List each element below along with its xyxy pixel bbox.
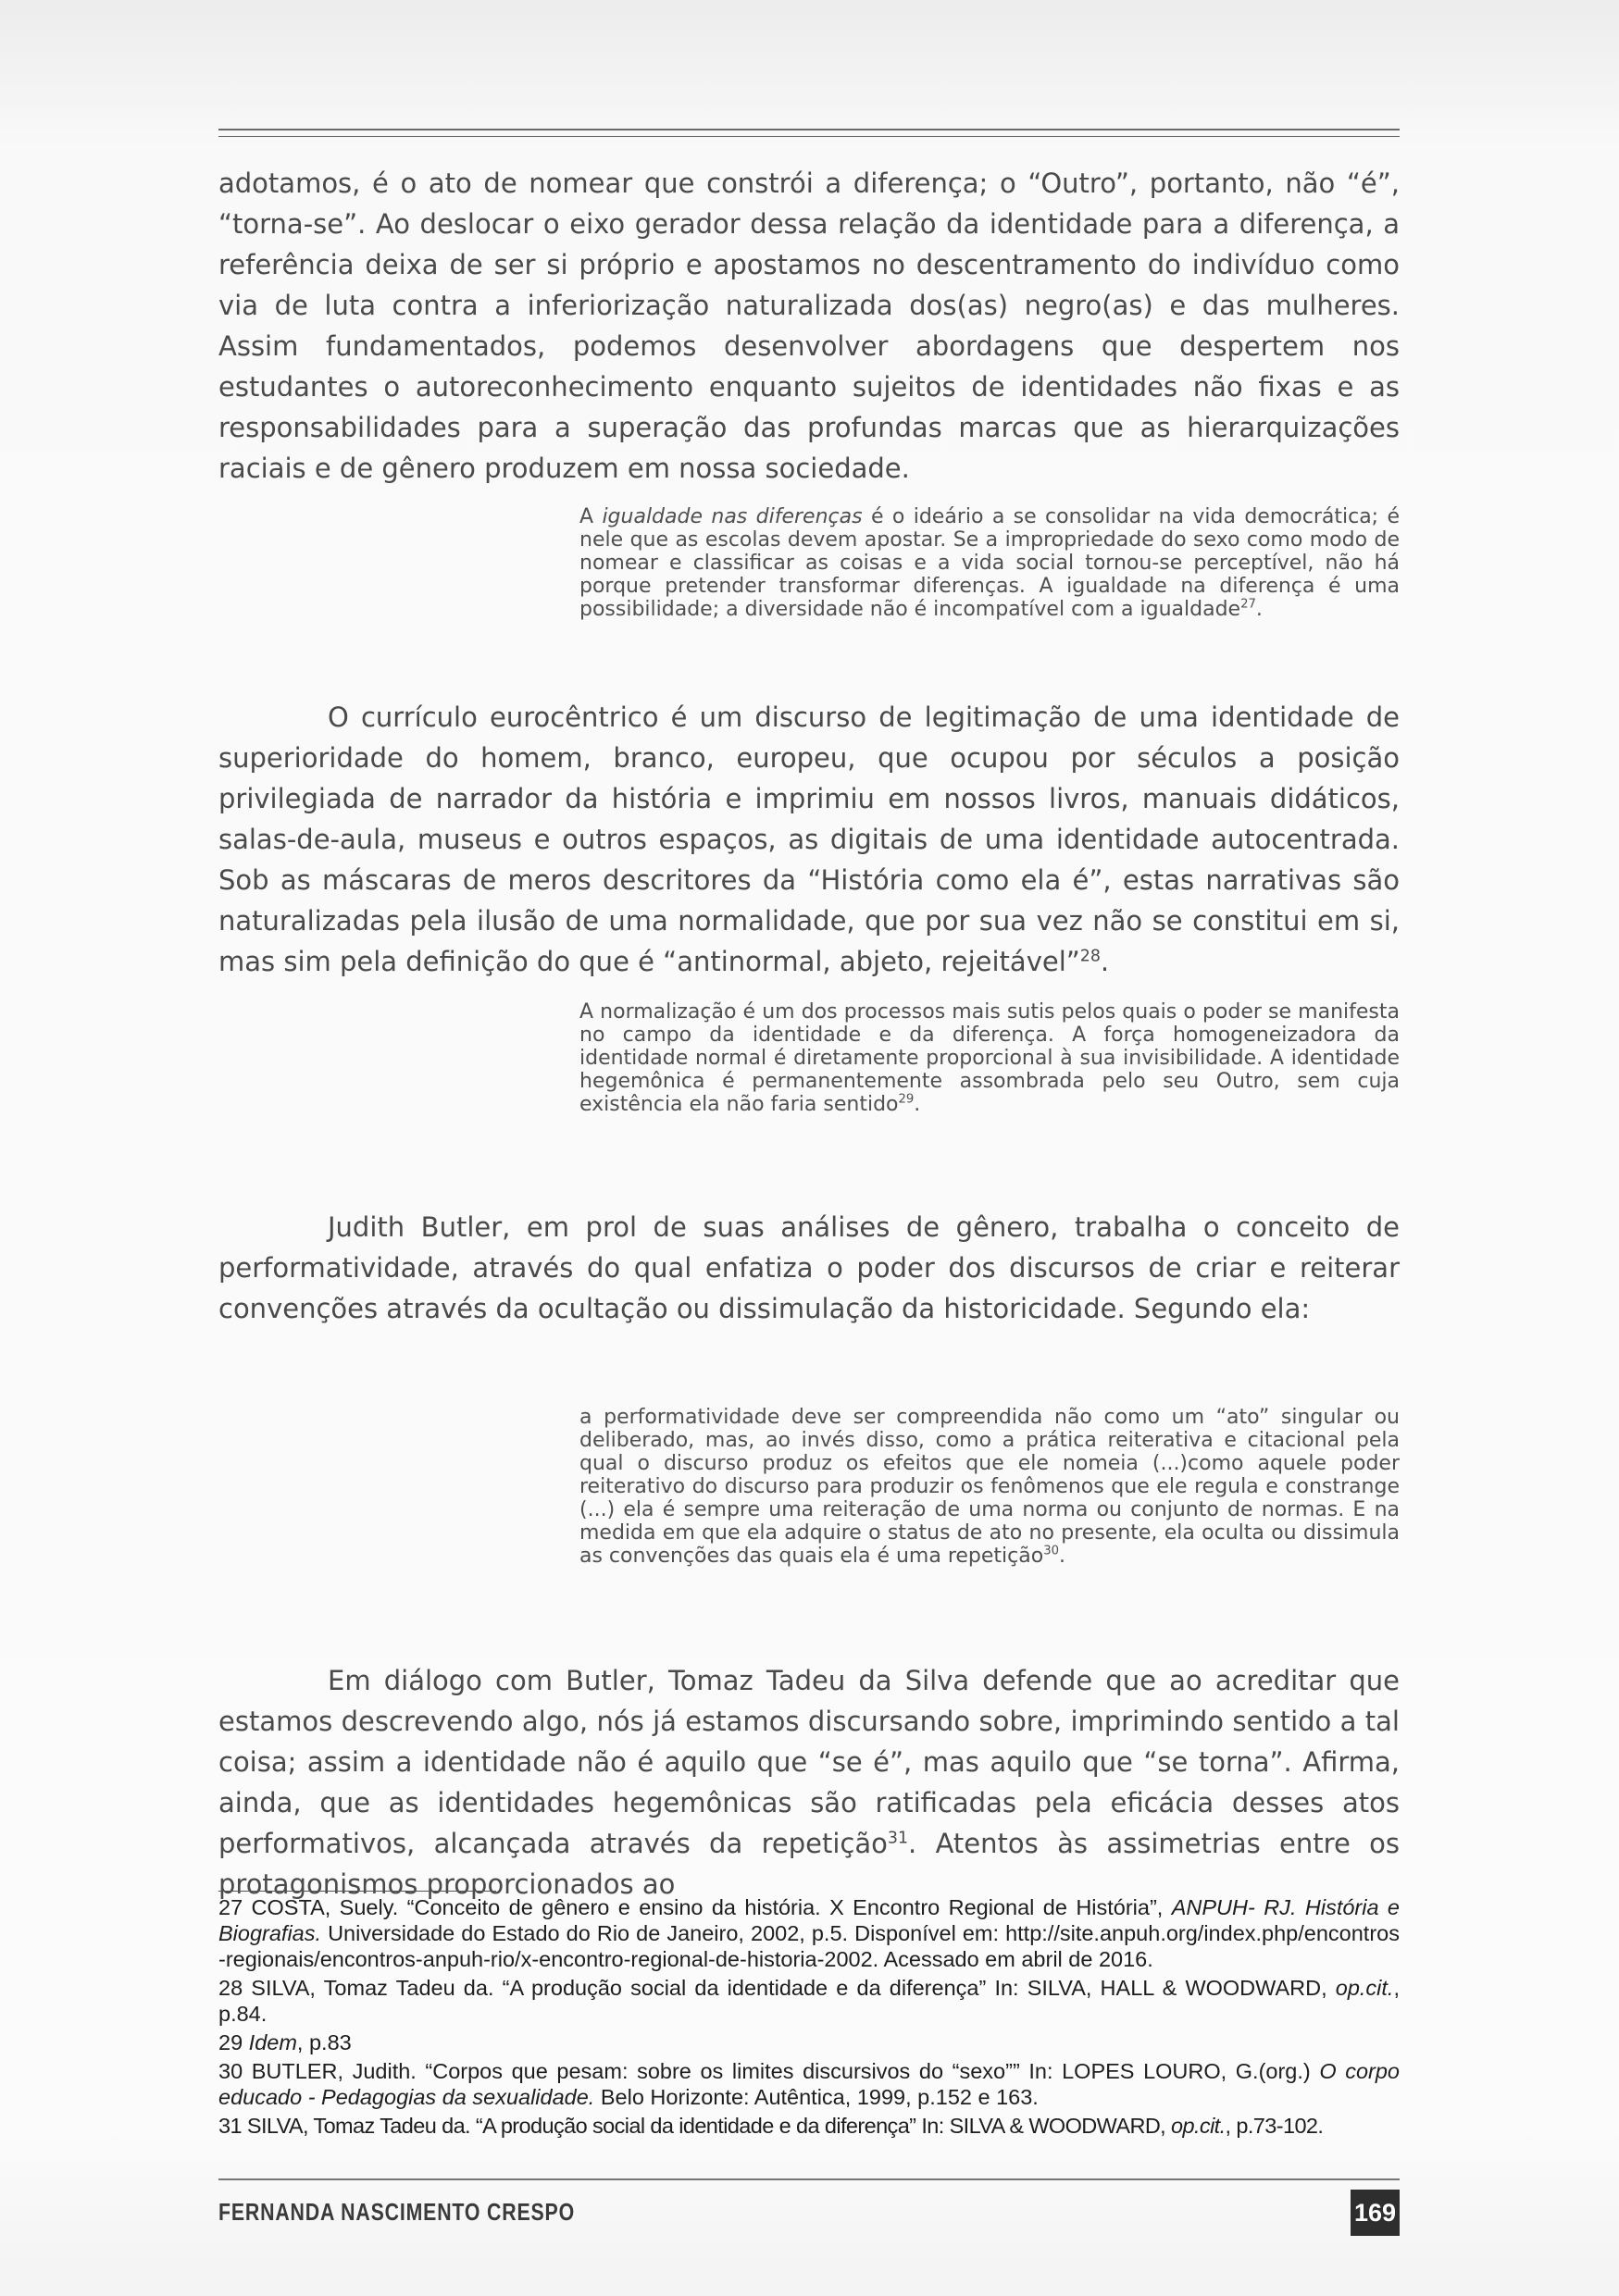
footnote-31: 31 SILVA, Tomaz Tadeu da. “A produção social da identidade e da diferença” In: SILVA & WOODWARD, op.cit., p.73-102. (218, 2114, 1324, 2138)
footnote-30: 30 BUTLER, Judith. “Corpos que pesam: sobre os limites discursivos do “sexo”” In: LOPES LOURO, G.(org.) O corpo educado - Pedagogias da sexualidade. Belo Horizonte: Autêntica, 1999, p.152 e 163. (218, 2059, 1400, 2109)
footnote-separator (218, 1891, 496, 1892)
footnote-ref-29[interactable]: 29 (898, 1092, 915, 1107)
paragraph-1: adotamos, é o ato de nomear que constrói a diferença; o “Outro”, portanto, não “é”, “torna-se”. Ao deslocar o eixo gerador dessa relação da identidade para a diferença, a referência deixa de ser si próprio e apostamos no descentramento do indivíduo como via de luta contra a inferiorização naturalizada dos(as) negro(as) e das mulheres. Assim fundamentados, podemos desenvolver abordagens que despertem nos estudantes o autoreconhecimento enquanto sujeitos de identidades não fixas e as responsabilidades para a superação das profundas marcas que as hierarquizações raciais e de gênero produzem em nossa sociedade. (218, 168, 1400, 484)
block-quote-3: a performatividade deve ser compreendida não como um “ato” singular ou deliberado, mas, ao invés disso, como a prática reiterativa e citacional pela qual o discurso produz os efeitos que ele nomeia (...)como aquele poder reiterativo do discurso para produzir os fenômenos que ele regula e constrange (...) ela é sempre uma reiteração de uma norma ou conjunto de normas. E na medida em que ela adquire o status de ato no presente, ela oculta ou dissimula as convenções das quais ela é uma repetição$^{30}$. (579, 1406, 1400, 1568)
footnote-ref-28[interactable]: 28 (1079, 947, 1101, 966)
header-rule-secondary (218, 136, 1400, 137)
footnote-29: 29 Idem, p.83 (218, 2030, 352, 2054)
page-number: 169 (1351, 2190, 1400, 2236)
footnotes (218, 1894, 1400, 2141)
footnote-ref-30[interactable]: 30 (1043, 1544, 1059, 1558)
block-quote-1: A igualdade nas diferenças é o ideário a se consolidar na vida democrática; é nele que as escolas devem apostar. Se a impropriedade do sexo como modo de nomear e classificar as coisas e a vida social tornou-se perceptível, não há porque pretender transformar diferenças. A igualdade na diferença é uma possibilidade; a diversidade não é incompatível com a igualdade$^{27}$. (579, 505, 1401, 621)
quote-emphasis: igualdade nas diferenças (602, 505, 863, 528)
header-rule (218, 129, 1400, 130)
footnote-27: 27 COSTA, Suely. “Conceito de gênero e ensino da história. X Encontro Regional de História”, ANPUH- RJ. História e Biografias. Universidade do Estado do Rio de Janeiro, 2002, p.5. Disponível em: http://site.anpuh.org/index.php/encontros-regionais/encontros-anpuh-rio/x-encontro-regional-de-historia-2002. Acessado em abril de 2016. (218, 1895, 1400, 1971)
paragraph-3: Judith Butler, em prol de suas análises de gênero, trabalha o conceito de performatividade, através do qual enfatiza o poder dos discursos de criar e reiterar convenções através da ocultação ou dissimulação da historicidade. Segundo ela: (218, 1211, 1400, 1324)
footnote-link[interactable]: Universidade do Estado do Rio de Janeiro, 2002, p.5. Disponível em: http://site.anpuh.org/index.php/encontros-regionais/encontros-anpuh-rio/x-encontro-regional-de-historia-2002. Acessado em abril de 2016. (218, 1921, 1400, 1971)
footnote-28: 28 SILVA, Tomaz Tadeu da. “A produção social da identidade e da diferença” In: SILVA, HALL & WOODWARD, op.cit., p.84. (218, 1976, 1400, 2026)
paragraph-4: Em diálogo com Butler, Tomaz Tadeu da Silva defende que ao acreditar que estamos descrevendo algo, nós já estamos discursando sobre, imprimindo sentido a tal coisa; assim a identidade não é aquilo que “se é”, mas aquilo que “se torna”. Afirma, ainda, que as identidades hegemônicas são ratificadas pela eficácia desses atos performativos, alcançada através da repetição$^{31}$. Atentos às assimetrias entre os protagonismos proporcionados ao (218, 1665, 1400, 1900)
footnote-ref-31[interactable]: 31 (887, 1829, 909, 1848)
block-quote-2: A normalização é um dos processos mais sutis pelos quais o poder se manifesta no campo da identidade e da diferença. A força homogeneizadora da identidade normal é diretamente proporcional à sua invisibilidade. A identidade hegemônica é permanentemente assombrada pelo seu Outro, sem cuja existência ela não faria sentido$^{29}$. (579, 1000, 1400, 1116)
footer-author: FERNANDA NASCIMENTO CRESPO (218, 2198, 575, 2226)
footnote-ref-27[interactable]: 27 (1240, 597, 1256, 612)
paragraph-2: O currículo eurocêntrico é um discurso de legitimação de uma identidade de superioridade do homem, branco, europeu, que ocupou por séculos a posição privilegiada de narrador da história e imprimiu em nossos livros, manuais didáticos, salas-de-aula, museus e outros espaços, as digitais de uma identidade autocentrada. Sob as máscaras de meros descritores da “História como ela é”, estas narrativas são naturalizadas pela ilusão de uma normalidade, que por sua vez não se constitui em si, mas sim pela definição do que é “antinormal, abjeto, rejeitável”$^{28}$. (218, 701, 1400, 977)
footer-rule (218, 2178, 1400, 2180)
